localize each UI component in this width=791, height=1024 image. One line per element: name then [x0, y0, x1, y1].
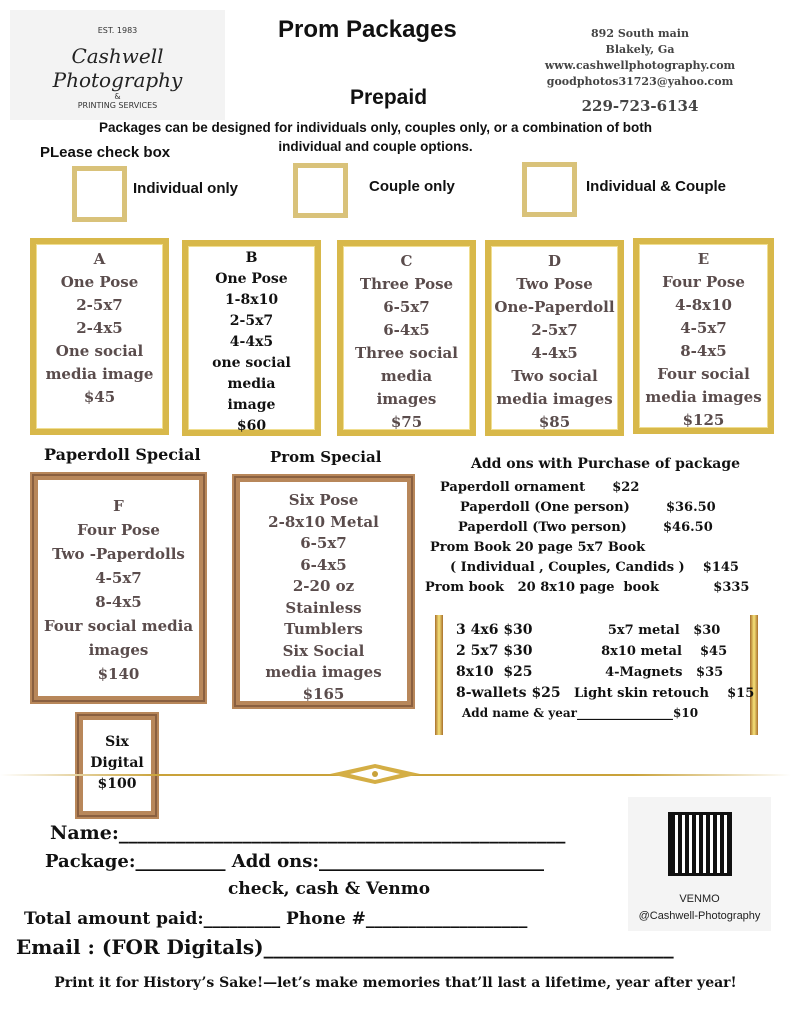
- package-b[interactable]: [182, 240, 321, 436]
- package-line: 4-8x10: [675, 296, 732, 314]
- address-line: 892 South main: [591, 27, 689, 40]
- package-line: 4-4x5: [229, 334, 274, 350]
- package-line: Six Pose: [288, 491, 359, 509]
- check-prompt: PLease check box: [40, 144, 171, 161]
- checkbox-individual-couple[interactable]: [522, 162, 577, 217]
- package-line: $140: [97, 665, 140, 683]
- venmo-label: VENMO: [679, 893, 720, 905]
- package-line: $125: [682, 411, 725, 429]
- addon-item: 8-wallets $25: [456, 685, 561, 701]
- qr-code-icon[interactable]: [671, 815, 729, 873]
- package-line: Three social: [355, 344, 458, 362]
- logo-est: EST. 1983: [97, 26, 138, 35]
- website-link[interactable]: www.cashwellphotography.com: [544, 59, 736, 72]
- addon-item: Light skin retouch $15: [574, 686, 755, 701]
- package-line: one social: [212, 355, 291, 371]
- package-line: Four Pose: [662, 273, 745, 291]
- package-line: 6-4x5: [383, 321, 430, 339]
- option-label: Couple only: [369, 178, 455, 195]
- addon-item: 8x10 metal $45: [601, 644, 728, 659]
- package-line: One social: [55, 342, 144, 360]
- email-field[interactable]: Email : (FOR Digitals)_________________________________________: [16, 935, 674, 959]
- package-line: $100: [97, 776, 137, 792]
- package-line: image: [227, 397, 276, 413]
- package-line: 2-20 oz: [292, 577, 355, 595]
- package-line: Two -Paperdolls: [52, 545, 185, 563]
- package-line: E: [697, 250, 710, 268]
- package-line: media: [380, 367, 433, 385]
- package-line: F: [113, 497, 124, 515]
- subtitle: Prepaid: [350, 86, 428, 109]
- package-e[interactable]: [633, 238, 774, 434]
- addon-item: 8x10 $25: [456, 664, 533, 680]
- package-line: Four social: [657, 365, 750, 383]
- addon-item: 4-Magnets $35: [605, 665, 724, 680]
- package-line: 2-4x5: [76, 319, 123, 337]
- venmo-box: [628, 797, 771, 931]
- package-line: Two social: [511, 367, 598, 385]
- package-line: 2-8x10 Metal: [268, 512, 379, 531]
- ornament-icon: [330, 763, 420, 785]
- package-line: Digital: [90, 755, 144, 771]
- package-line: media images: [265, 663, 382, 681]
- phone: 229-723-6134: [581, 97, 699, 115]
- paperdoll-special-heading: Paperdoll Special: [44, 445, 201, 464]
- prom-special-package[interactable]: [232, 474, 415, 709]
- package-line: Four social media: [43, 617, 194, 635]
- email-link[interactable]: goodphotos31723@yahoo.com: [546, 75, 734, 88]
- addon-item: 5x7 metal $30: [607, 623, 721, 638]
- contact-info: [520, 26, 760, 114]
- addons-left-column: [456, 620, 561, 704]
- addon-item: Prom Book 20 page 5x7 Book: [430, 540, 646, 555]
- addon-item: Paperdoll (One person) $36.50: [460, 500, 716, 515]
- package-line: 8-4x5: [95, 593, 142, 611]
- package-line: media images: [645, 388, 762, 406]
- package-line: $85: [538, 413, 571, 431]
- package-line: A: [93, 250, 106, 268]
- package-line: Six Social: [282, 641, 365, 660]
- prom-special-heading: Prom Special: [270, 448, 382, 466]
- name-field[interactable]: Name:_______________________________________________: [50, 822, 566, 844]
- package-c[interactable]: [337, 240, 476, 436]
- package-line: 6-5x7: [383, 298, 430, 316]
- package-line: D: [547, 252, 561, 270]
- package-line: 4-5x7: [680, 319, 727, 337]
- address-line: Blakely, Ga: [605, 43, 675, 56]
- package-line: 2-5x7: [531, 321, 578, 339]
- addon-item: Paperdoll (Two person) $46.50: [458, 520, 713, 535]
- add-name-year: Add name & year________________$10: [462, 706, 699, 720]
- addons-right-column: [574, 620, 754, 704]
- total-phone-field[interactable]: Total amount paid:_________ Phone #___________________: [24, 909, 528, 929]
- package-line: media: [227, 376, 276, 392]
- checkbox-individual[interactable]: [72, 166, 127, 222]
- payment-methods: check, cash & Venmo: [228, 879, 431, 899]
- checkbox-couple[interactable]: [293, 163, 348, 218]
- venmo-handle: @Cashwell-Photography: [638, 910, 761, 922]
- package-line: Tumblers: [284, 620, 363, 638]
- package-f[interactable]: [30, 472, 207, 704]
- package-line: images: [376, 390, 437, 408]
- package-a[interactable]: [30, 238, 169, 435]
- addon-item: 3 4x6 $30: [456, 622, 533, 638]
- option-label: Individual only: [133, 180, 239, 197]
- package-line: B: [245, 250, 258, 266]
- package-line: One Pose: [215, 271, 288, 287]
- package-line: media images: [496, 390, 613, 408]
- package-line: $165: [302, 684, 345, 703]
- addons-heading: Add ons with Purchase of package: [470, 456, 741, 472]
- addons-list: [425, 478, 749, 598]
- package-line: images: [88, 641, 149, 659]
- package-line: 2-5x7: [229, 313, 274, 329]
- package-line: One Pose: [60, 273, 139, 291]
- package-line: 8-4x5: [680, 342, 727, 360]
- gold-bar-left: [435, 615, 443, 735]
- package-line: 6-5x7: [300, 534, 347, 552]
- package-line: Six: [105, 734, 129, 750]
- package-line: 4-5x7: [95, 569, 142, 587]
- logo-sub: PRINTING SERVICES: [77, 101, 158, 110]
- package-line: C: [400, 252, 413, 270]
- package-line: $60: [236, 418, 267, 434]
- package-line: media image: [45, 365, 154, 383]
- package-line: 6-4x5: [300, 555, 347, 574]
- logo-name: Cashwell Photography: [52, 44, 183, 92]
- package-d[interactable]: [485, 240, 624, 436]
- logo-amp: &: [114, 92, 121, 101]
- logo: [10, 10, 225, 120]
- page-title: Prom Packages: [278, 16, 457, 43]
- option-label: Individual & Couple: [586, 178, 727, 195]
- intro-line: individual and couple options.: [278, 139, 473, 154]
- package-line: Stainless: [285, 598, 362, 617]
- addon-item: 2 5x7 $30: [456, 643, 533, 659]
- package-line: Two Pose: [516, 275, 593, 293]
- addon-item: Paperdoll ornament $22: [440, 480, 640, 495]
- package-line: 2-5x7: [76, 296, 123, 314]
- addon-item: ( Individual , Couples, Candids ) $145: [450, 560, 739, 575]
- footer-slogan: Print it for History’s Sake!—let’s make memories that’ll last a lifetime, year after year!: [54, 975, 737, 991]
- package-line: $75: [390, 413, 423, 431]
- addon-item: Prom book 20 8x10 page book $335: [425, 580, 750, 595]
- package-line: One-Paperdoll: [494, 298, 615, 316]
- package-line: Four Pose: [77, 521, 160, 539]
- package-line: Three Pose: [359, 275, 454, 293]
- package-line: $45: [83, 388, 116, 406]
- package-line: 1-8x10: [224, 292, 279, 308]
- package-field[interactable]: Package:__________ Add ons:_________________________: [45, 851, 545, 872]
- package-line: 4-4x5: [531, 344, 578, 362]
- digital-package[interactable]: [75, 712, 159, 819]
- intro-line: Packages can be designed for individuals only, couples only, or a combination of both: [98, 120, 653, 135]
